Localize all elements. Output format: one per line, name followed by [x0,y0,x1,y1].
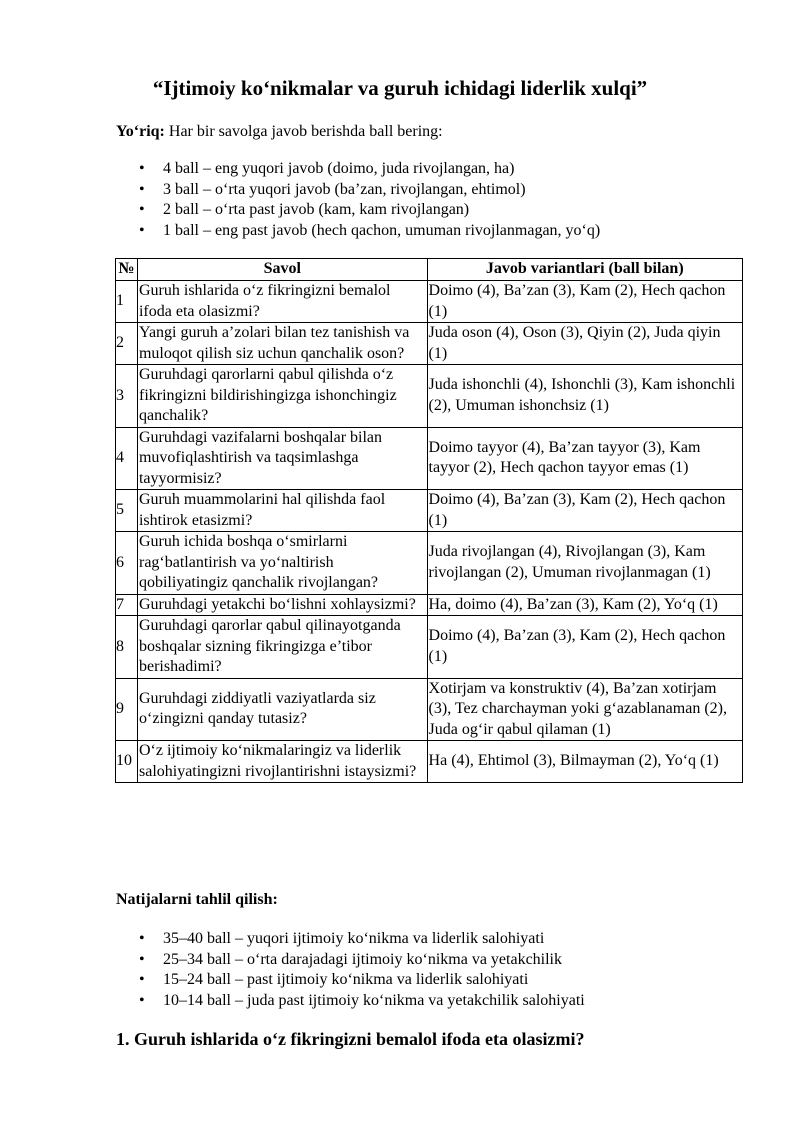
table-header-row [116,259,743,281]
column-header-question: Savol [137,259,427,281]
answers-cell: Juda ishonchli (4), Ishonchli (3), Kam ishonchli (2), Umuman ishonchsiz (1) [427,365,742,428]
bullet-icon: • [139,971,145,988]
question-cell: Guruhdagi vazifalarni boshqalar bilan muvofiqlashtirish va taqsimlashga tayyormisiz? [137,427,427,490]
answers-cell: Doimo (4), Ba’zan (3), Kam (2), Hech qachon (1) [427,616,742,679]
row-number: 9 [116,678,138,741]
scale-item [116,159,600,180]
row-number: 2 [116,323,138,365]
bullet-icon: • [139,180,145,198]
table-row [116,616,743,679]
instruction-text: Har bir savolga javob berishda ball bering: [164,123,443,140]
column-header-number: № [116,259,138,281]
answers-cell: Juda oson (4), Oson (3), Qiyin (2), Juda qiyin (1) [427,323,742,365]
table-row [116,427,743,490]
result-item-text: 10–14 ball – juda past ijtimoiy ko‘nikma va yetakchilik salohiyati [163,991,585,1009]
row-number: 10 [116,741,138,783]
document-title: “Ijtimoiy ko‘nikmalar va guruh ichidagi liderlik xulqi” [152,76,648,100]
scale-item-text: 1 ball – eng past javob (hech qachon, umuman rivojlanmagan, yo‘q) [163,221,601,239]
answers-cell: Doimo tayyor (4), Ba’zan tayyor (3), Kam tayyor (2), Hech qachon tayyor emas (1) [427,427,742,490]
row-number: 1 [116,281,138,323]
scale-item [116,200,600,221]
answers-cell: Doimo (4), Ba’zan (3), Kam (2), Hech qachon (1) [427,490,742,532]
row-number: 6 [116,532,138,595]
scale-item [116,180,600,201]
bullet-icon: • [139,991,145,1009]
bullet-icon: • [139,950,145,968]
question-cell: Yangi guruh a’zolari bilan tez tanishish va muloqot qilish siz uchun qanchalik oson? [137,323,427,365]
result-item [116,929,585,950]
table-row [116,281,743,323]
question-cell: Guruh muammolarini hal qilishda faol ishtirok etasizmi? [137,490,427,532]
section-heading: 1. Guruh ishlarida o‘z fikringizni bemalol ifoda eta olasizmi? [116,1029,585,1049]
question-cell: Guruhdagi qarorlar qabul qilinayotganda boshqalar sizning fikringizga e’tibor berishadimi? [137,616,427,679]
question-cell: Guruh ichida boshqa o‘smirlarni rag‘batlantirish va yo‘naltirish qobiliyatingiz qanchalik rivojlangan? [137,532,427,595]
table-row [116,323,743,365]
analysis-heading: Natijalarni tahlil qilish: [116,891,278,908]
survey-table [115,258,743,783]
scale-item [116,221,600,242]
table-row [116,594,743,616]
answers-cell: Ha (4), Ehtimol (3), Bilmayman (2), Yo‘q (1) [427,741,742,783]
result-item-text: 35–40 ball – yuqori ijtimoiy ko‘nikma va liderlik salohiyati [163,930,545,947]
row-number: 3 [116,365,138,428]
answers-cell: Xotirjam va konstruktiv (4), Ba’zan xotirjam (3), Tez charchayman yoki g‘azablanaman (2), Juda og‘ir qabul qilaman (1) [427,678,742,741]
question-cell: Guruhdagi yetakchi bo‘lishni xohlaysizmi? [137,594,427,616]
bullet-icon: • [139,201,145,218]
question-cell: O‘z ijtimoiy ko‘nikmalaringiz va liderlik salohiyatingizni rivojlantirishni istaysizmi? [137,741,427,783]
column-header-answers: Javob variantlari (ball bilan) [427,259,742,281]
answers-cell: Juda rivojlangan (4), Rivojlangan (3), Kam rivojlangan (2), Umuman rivojlanmagan (1) [427,532,742,595]
row-number: 8 [116,616,138,679]
table-row [116,490,743,532]
result-item-text: 25–34 ball – o‘rta darajadagi ijtimoiy ko‘nikma va yetakchilik [163,950,562,968]
scale-item-text: 3 ball – o‘rta yuqori javob (ba’zan, rivojlangan, ehtimol) [163,180,526,198]
question-cell: Guruhdagi ziddiyatli vaziyatlarda siz o‘zingizni qanday tutasiz? [137,678,427,741]
table-row [116,365,743,428]
row-number: 4 [116,427,138,490]
table-row [116,532,743,595]
question-cell: Guruh ishlarida o‘z fikringizni bemalol ifoda eta olasizmi? [137,281,427,323]
score-scale-list [116,159,600,241]
instruction-paragraph [116,121,443,143]
question-cell: Guruhdagi qarorlarni qabul qilishda o‘z fikringizni bildirishingizga ishonchingiz qanchalik? [137,365,427,428]
bullet-icon: • [139,221,145,239]
answers-cell: Doimo (4), Ba’zan (3), Kam (2), Hech qachon (1) [427,281,742,323]
bullet-icon: • [139,160,145,177]
table-row [116,741,743,783]
result-interpretation-list [116,929,585,1011]
result-item-text: 15–24 ball – past ijtimoiy ko‘nikma va liderlik salohiyati [163,971,529,988]
row-number: 7 [116,594,138,616]
bullet-icon: • [139,930,145,947]
row-number: 5 [116,490,138,532]
scale-item-text: 2 ball – o‘rta past javob (kam, kam rivojlangan) [163,201,470,218]
result-item [116,991,585,1012]
table-row [116,678,743,741]
answers-cell: Ha, doimo (4), Ba’zan (3), Kam (2), Yo‘q (1) [427,594,742,616]
scale-item-text: 4 ball – eng yuqori javob (doimo, juda rivojlangan, ha) [163,160,515,177]
instruction-label: Yo‘riq: [116,123,165,140]
result-item [116,950,585,971]
result-item [116,970,585,991]
